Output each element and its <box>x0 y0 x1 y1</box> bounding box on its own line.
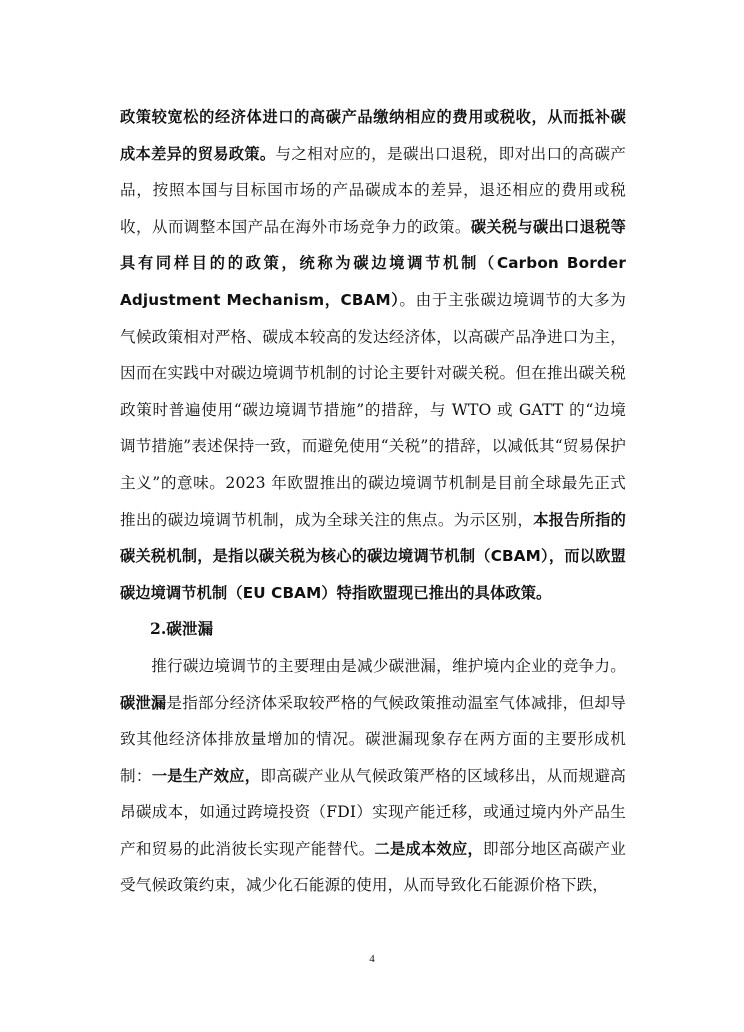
text-run: 是指部分经济体采取较严格的气候政策推动温室气体减排，但却导致其他经济体排放量增加的情况。碳泄漏现象存在两方面的主要形成机制： <box>120 693 626 785</box>
bold-text-run: 一是生产效应， <box>151 766 261 785</box>
document-body <box>120 99 626 904</box>
bold-text-run: 政策较宽松的经济体进口的高碳产品缴纳相应的费用或税收，从而抵补碳成本差异的贸易政策。 <box>120 108 626 163</box>
body-paragraph <box>120 648 626 904</box>
page-number: 4 <box>369 953 375 965</box>
body-paragraph <box>120 99 626 611</box>
bold-text-run: 碳关税与碳出口退税等具有同样目的的政策，统称为碳边境调节机制（Carbon Border Adjustment Mechanism，CBAM） <box>120 217 627 309</box>
text-run: 。由于主张碳边境调节的大多为气候政策相对严格、碳成本较高的发达经济体，以高碳产品净进口为主，因而在实践中对碳边境调节机制的讨论主要针对碳关税。但在推出碳关税政策时普遍使用“碳边境调节措施”的措辞，与 WTO 或 GATT 的“边境调节措施”表述保持一致，而避免使用“关税”的措辞，以减低其“贸易保护主义”的意味。2023 年欧盟推出的碳边境调节机制是目前全球最先正式推出的碳边境调节机制，成为全球关注的焦点。为示区别， <box>120 290 626 529</box>
bold-text-run: 本报告所指的碳关税机制，是指以碳关税为核心的碳边境调节机制（CBAM），而以欧盟碳边境调节机制（EU CBAM）特指欧盟现已推出的具体政策。 <box>120 510 626 602</box>
text-run: 推行碳边境调节的主要理由是减少碳泄漏，维护境内企业的竞争力。 <box>151 656 626 675</box>
text-run: 即部分地区高碳产业受气候政策约束，减少化石能源的使用，从而导致化石能源价格下跌， <box>120 839 626 895</box>
text-run: 与之相对应的，是碳出口退税，即对出口的高碳产品，按照本国与目标国市场的产品碳成本的差异，退还相应的费用或税收，从而调整本国产品在海外市场竞争力的政策。 <box>120 144 627 236</box>
bold-text-run: 二是成本效应， <box>374 839 483 858</box>
text-run: 即高碳产业从气候政策严格的区域移出，从而规避高昂碳成本，如通过跨境投资（FDI）实现产能迁移，或通过境内外产品生产和贸易的此消彼长实现产能替代。 <box>120 766 626 858</box>
section-heading: 2.碳泄漏 <box>150 619 214 639</box>
bold-text-run: 碳泄漏 <box>120 693 167 712</box>
